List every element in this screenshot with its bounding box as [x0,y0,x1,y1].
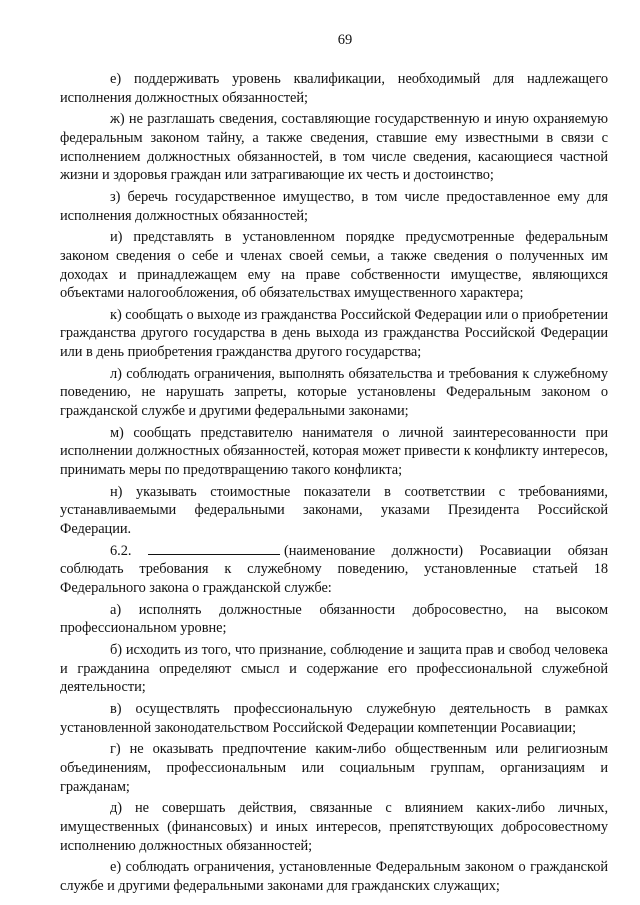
paragraph-a: а) исполнять должностные обязанности добросовестно, на высоком профессиональном уровне; [60,601,608,637]
paragraph-k: к) сообщать о выходе из гражданства Российской Федерации или о приобретении гражданства другого государства в день выхода из гражданства Российской Федерации или в день приобретения гражданства другого государства; [60,306,608,361]
paragraph-m: м) сообщать представителю нанимателя о личной заинтересованности при исполнении должностных обязанностей, которая может привести к конфликту интересов, принимать меры по предотвращению такого конфликта; [60,424,608,478]
paragraph-l: л) соблюдать ограничения, выполнять обязательства и требования к служебному поведению, не нарушать запреты, которые установлены Федеральным законом о гражданской службе и другими федеральными законами; [60,365,608,420]
paragraph-z: з) беречь государственное имущество, в том числе предоставленное ему для исполнения должностных обязанностей; [60,188,608,224]
position-blank-line [148,542,280,555]
paragraph-g: г) не оказывать предпочтение каким-либо общественным или религиозным объединениям, профессиональным или социальным группам, организациям и гражданам; [60,741,608,795]
section-number: 6.2. [110,542,132,559]
paragraph-d: д) не совершать действия, связанные с влиянием каких-либо личных, имущественных (финансовых) и иных интересов, препятствующих добросовестному исполнению должностных обязанностей; [60,800,608,854]
paragraph-b: б) исходить из того, что признание, соблюдение и защита прав и свобод человека и гражданина определяют смысл и содержание его профессиональной служебной деятельности; [60,642,608,696]
section-6-2 [60,542,608,598]
paragraph-e2: е) соблюдать ограничения, установленные Федеральным законом о гражданской службе и другими федеральными законами для гражданских служащих; [60,859,608,894]
page-number: 69 [337,32,353,48]
paragraph-n: н) указывать стоимостные показатели в соответствии с требованиями, устанавливаемыми федеральными законами, указами Президента Российской Федерации. [60,483,608,537]
section-text: (наименование должности) Росавиации обязан соблюдать требования к служебному поведению, установленные статьей 18 Федерального закона о гражданской службе: [60,542,608,596]
paragraph-v: в) осуществлять профессиональную служебную деятельность в рамках установленной законодательством Российской Федерации компетенции Росавиации; [60,701,608,736]
paragraph-i: и) представлять в установленном порядке предусмотренные федеральным законом сведения о себе и членах своей семьи, а также сведения о полученных им доходах и принадлежащем ему на праве собственности имуществе, являющихся объектами налогообложения, об обязательствах имущественного характера; [60,229,608,302]
paragraph-zh: ж) не разглашать сведения, составляющие государственную и иную охраняемую федеральным законом тайну, а также сведения, ставшие ему известными в связи с исполнением должностных обязанностей, в том числе сведения, касающиеся частной жизни и здоровья граждан или затрагивающие их честь и достоинство; [60,111,608,184]
paragraph-e: е) поддерживать уровень квалификации, необходимый для надлежащего исполнения должностных обязанностей; [60,71,608,106]
